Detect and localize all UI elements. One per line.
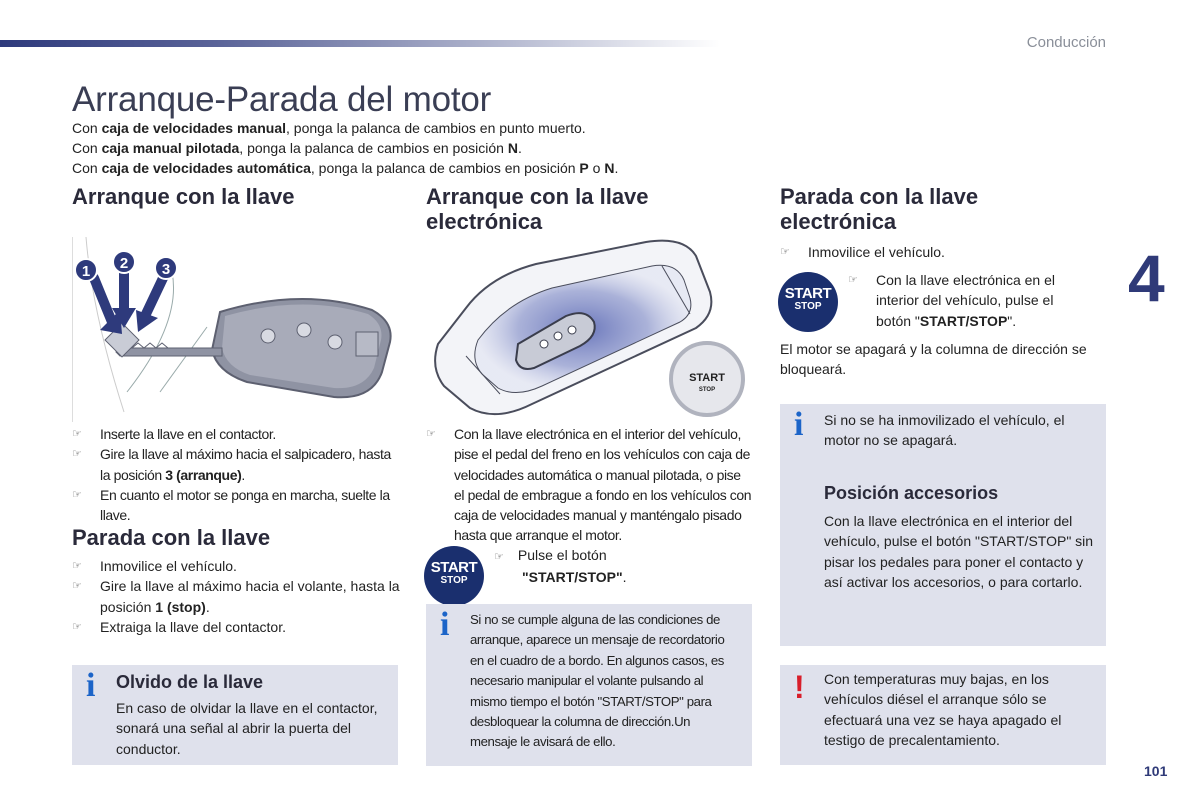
info-text: Si no se cumple alguna de las condiciones de arranque, aparece un mensaje de recordatorio en el cuadro de a bordo. En algunos casos, es necesario manipular el volante pulsando al mismo tiempo el botón "START/STOP" para desbloquear la columna de dirección.Un mensaje le avisará de ello. [470,612,725,750]
list-item: ☞ Inserte la llave en el contactor. [72,424,402,444]
list-item: ☞ Con la llave electrónica en el interior del vehículo, pise el pedal del freno en los vehículos con caja de velocidades automática o manual pilotada, o pise el pedal de embrague a fondo en los vehículos con caja de velocidades manual y manténgalo pisado hasta que arranque el motor. [426,426,752,544]
pointing-hand-icon: ☞ [426,428,436,440]
start-stop-button-icon: START STOP [778,272,838,332]
list-item: ☞ En cuanto el motor se ponga en marcha, suelte la llave. [72,486,390,524]
intro-text [72,118,618,178]
page-number: 101 [1144,763,1168,779]
info-icon: i [794,406,804,443]
intro-line-2: Con caja manual pilotada, ponga la palanca de cambios en posición N. [72,140,522,156]
intro-line-1: Con caja de velocidades manual, ponga la palanca de cambios en punto muerto. [72,120,586,136]
electronic-start-steps [426,424,752,546]
heading-key-stop: Parada con la llave [72,525,271,550]
key-stop-steps [72,556,402,637]
pointing-hand-icon: ☞ [494,551,504,563]
pointing-hand-icon: ☞ [72,488,82,501]
start-label: START [689,372,725,384]
list-item: ☞ Gire la llave al máximo hacia el volante, hasta la posición 1 (stop). [72,578,400,615]
header-decorative-bar [0,40,720,47]
pointing-hand-icon: ☞ [780,246,790,258]
section-label: Conducción [1026,34,1106,51]
heading-electronic-stop: Parada con la llave electrónica [780,184,979,234]
key-ignition-illustration [72,232,402,422]
start-stop-button-icon: START STOP [424,546,484,606]
heading-electronic-start: Arranque con la llave electrónica [426,184,649,234]
electronic-stop-step-2 [848,270,1084,331]
list-item: ☞ Inmovilice el vehículo. [780,242,1100,262]
warning-text: Con temperaturas muy bajas, en los vehículos diésel el arranque sólo se efectuará una vez se haya apagado el testigo de precalentamiento. [824,671,1062,748]
press-start-instruction: ☞ Pulse el botón "START/STOP". [494,547,627,586]
key-start-steps [72,424,402,525]
info-icon: i [440,606,450,643]
info-box-start-conditions [426,604,752,766]
step-badge-2-label: 2 [119,255,129,272]
pointing-hand-icon: ☞ [72,448,82,461]
chapter-number: 4 [1128,241,1165,315]
list-item: ☞ Gire la llave al máximo hacia el salpicadero, hasta la posición 3 (arranque). [72,446,391,483]
list-item: ☞ Extraiga la llave del contactor. [72,617,402,637]
list-item: ☞ Inmovilice el vehículo. [72,556,402,576]
pointing-hand-icon: ☞ [72,580,82,593]
info-box-forgotten-key [72,665,398,765]
info-box-not-immobilised [780,404,1106,646]
info-icon: i [86,667,96,704]
pointing-hand-icon: ☞ [848,274,858,286]
warning-icon: ! [794,669,805,705]
pointing-hand-icon: ☞ [72,428,82,440]
car-electronic-key-illustration [426,236,756,422]
heading-key-start: Arranque con la llave [72,184,295,209]
info-heading: Olvido de la llave [116,672,264,692]
page-title: Arranque-Parada del motor [72,80,492,119]
electronic-stop-step-1 [780,242,1100,262]
pointing-hand-icon: ☞ [72,620,82,633]
step-badge-1-label: 1 [81,263,91,280]
stop-label: STOP [698,387,716,393]
engine-stop-note: El motor se apagará y la columna de dirección se bloqueará. [780,341,1087,378]
intro-line-3: Con caja de velocidades automática, ponga la palanca de cambios en posición P o N. [72,160,619,176]
step-badge-3-label: 3 [161,261,171,278]
info-text: En caso de olvidar la llave en el contactor, sonará una señal al abrir la puerta del conductor. [116,700,378,757]
list-item: ☞ Con la llave electrónica en el interior del vehículo, pulse el botón "START/STOP". [848,272,1055,329]
pointing-hand-icon: ☞ [72,560,82,572]
info-text: Si no se ha inmovilizado el vehículo, el motor no se apagará. [824,412,1065,449]
accessories-heading: Posición accesorios [824,483,999,503]
warning-box-cold-temperatures [780,665,1106,765]
accessories-text: Con la llave electrónica en el interior del vehículo, pulse el botón "START/STOP" sin pisar los pedales para poner el contacto y así activar los accesorios, o para cortarlo. [824,513,1094,590]
